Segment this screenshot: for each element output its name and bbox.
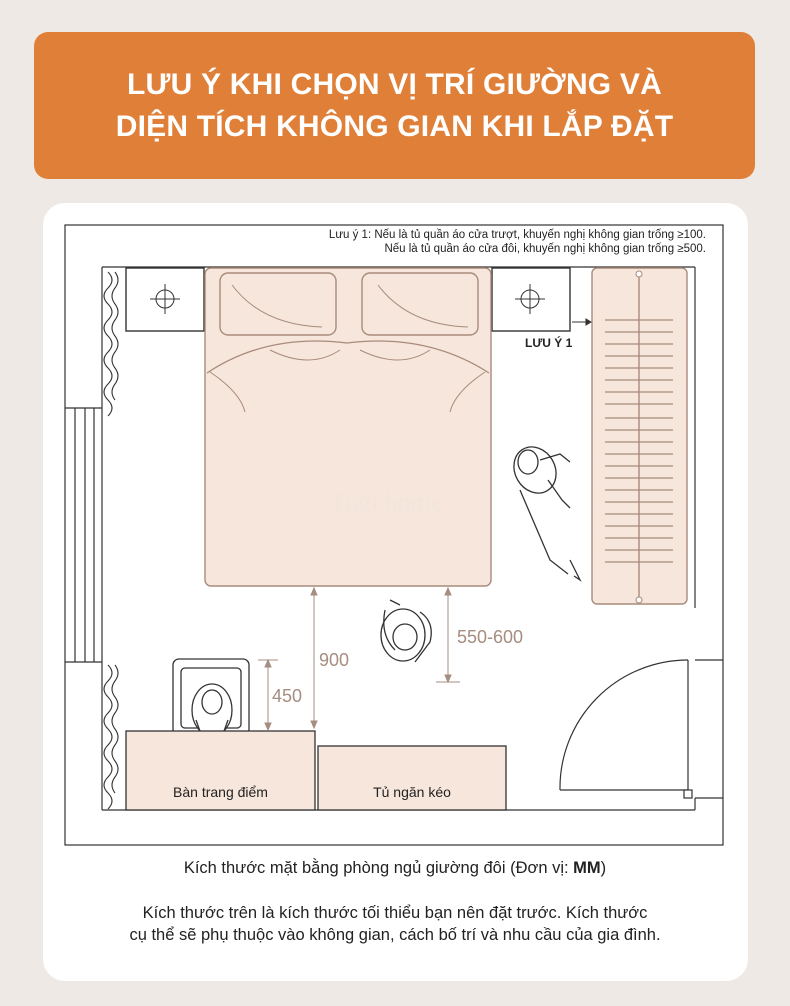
person-standing [381, 600, 431, 662]
caption-prefix: Kích thước mặt bằng phòng ngủ giường đôi (Đơn vị: [183, 859, 574, 877]
note-line-2: Nếu là tủ quần áo cửa đôi, khuyến nghị không gian trống ≥500. [384, 243, 706, 255]
title-line-2: DIỆN TÍCH KHÔNG GIAN KHI LẮP ĐẶT [115, 109, 674, 143]
bed [205, 268, 491, 586]
dimension-900 [311, 588, 317, 728]
nightstand-right [492, 268, 570, 331]
drawer-cabinet [318, 746, 506, 810]
note-marker-label: LƯU Ý 1 [525, 336, 573, 350]
drawer-label: Tủ ngăn kéo [373, 784, 451, 800]
title-line-1: LƯU Ý KHI CHỌN VỊ TRÍ GIƯỜNG VÀ [127, 67, 662, 101]
watermark: Tugi home [330, 488, 443, 517]
plan-caption [0, 859, 790, 878]
dimension-550-600-label: 550-600 [457, 627, 524, 647]
curtain-bottom [104, 665, 118, 809]
person-walking [506, 439, 580, 580]
vanity-label: Bàn trang điểm [173, 784, 268, 800]
caption-suffix: ) [600, 859, 607, 877]
description-line-1: Kích thước trên là kích thước tối thiểu bạn nên đặt trước. Kích thước [142, 904, 648, 922]
nightstand-left [126, 268, 204, 331]
door [560, 660, 692, 798]
description-line-2: cụ thể sẽ phụ thuộc vào không gian, cách bố trí và nhu cầu của gia đình. [129, 926, 661, 944]
wardrobe [592, 268, 687, 604]
dimension-900-label: 900 [319, 650, 350, 670]
curtain-top [104, 272, 118, 416]
dimension-450-label: 450 [272, 686, 303, 706]
note-line-1: Lưu ý 1: Nếu là tủ quần áo cửa trượt, khuyến nghị không gian trống ≥100. [328, 229, 706, 241]
clearance-arrow [572, 319, 591, 325]
caption-unit: MM [573, 859, 601, 877]
